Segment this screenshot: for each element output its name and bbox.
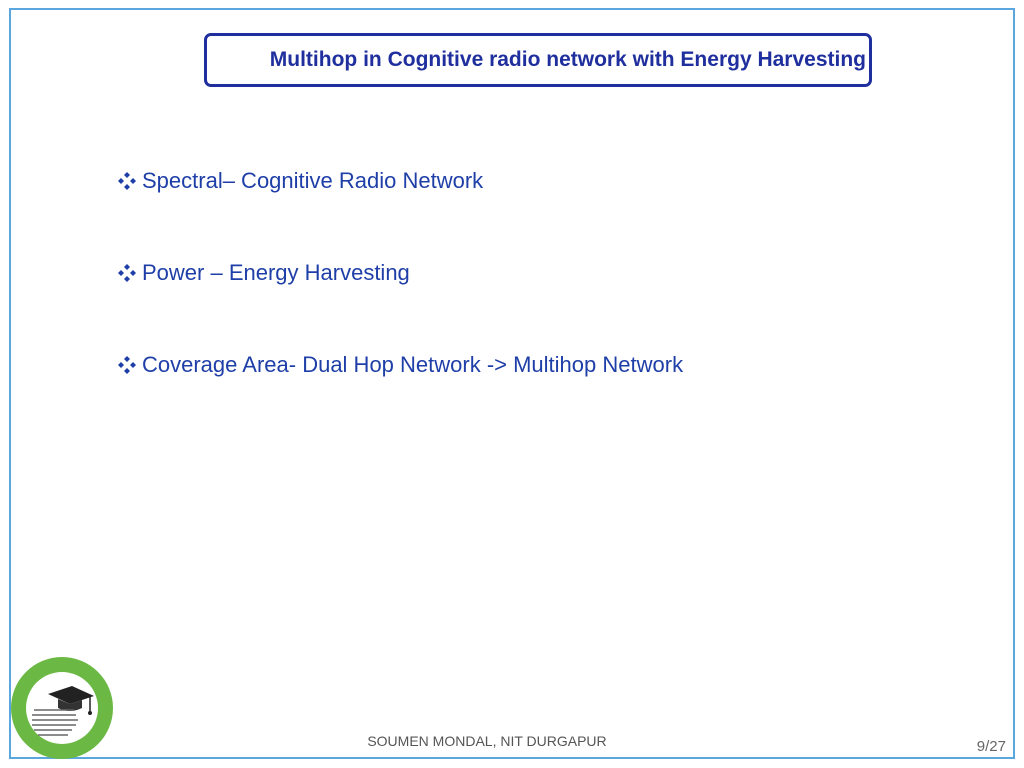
- bullet-item: [116, 260, 410, 286]
- diamond-bullet-icon: [116, 262, 138, 284]
- bullet-text: Power – Energy Harvesting: [142, 260, 410, 285]
- title-box: [204, 33, 872, 87]
- bullet-item: [116, 352, 683, 378]
- slide-frame: [9, 8, 1015, 759]
- footer-author: SOUMEN MONDAL, NIT DURGAPUR: [367, 733, 607, 749]
- bullet-text: Coverage Area- Dual Hop Network -> Multihop Network: [142, 352, 684, 377]
- page-number: 9/27: [976, 738, 1006, 755]
- diamond-bullet-icon: [116, 170, 138, 192]
- bullet-item: [116, 168, 483, 194]
- diamond-bullet-icon: [116, 354, 138, 376]
- bullet-text: Spectral– Cognitive Radio Network: [142, 168, 484, 193]
- slide-title: Multihop in Cognitive radio network with Energy Harvesting: [269, 48, 866, 71]
